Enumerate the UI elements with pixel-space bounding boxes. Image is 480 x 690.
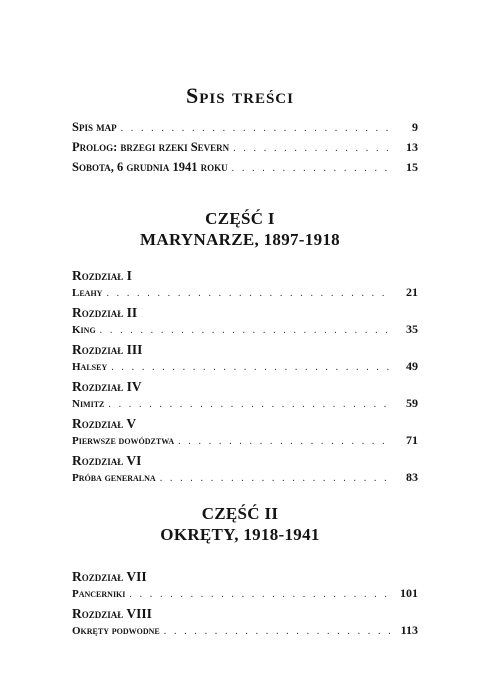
chapter-label: Rozdział V [72,416,137,431]
part-number: CZĘŚĆ II [201,504,279,523]
page-title: Spis treści [186,83,294,108]
chapter-label: Rozdział VIII [72,606,152,621]
toc-entry-leahy[interactable] [72,284,418,300]
chapter-label: Rozdział VII [72,569,147,584]
part-name: MARYNARZE, 1897-1918 [140,230,340,249]
entry-page-number: 83 [406,470,418,484]
part-heading-2 [0,503,480,545]
entry-title: Halsey [72,361,108,373]
dot-leader [233,141,390,157]
entry-title: Prolog: brzegi rzeki Severn [72,140,230,154]
entry-page-number: 13 [406,140,418,154]
entry-page-number: 59 [406,396,418,410]
entry-title: Próba generalna [72,472,156,484]
entry-title: Sobota, 6 grudnia 1941 roku [72,160,228,174]
dot-leader [121,121,390,137]
dot-leader [108,397,390,413]
toc-entry-okrety-podwodne[interactable] [72,622,418,638]
part-number: CZĘŚĆ I [205,209,275,228]
dot-leader [178,434,390,450]
entry-title: King [72,324,96,336]
dot-leader [100,323,390,339]
chapter-label: Rozdział II [72,305,138,320]
chapter-label: Rozdział VI [72,453,142,468]
dot-leader [129,587,390,603]
dot-leader [111,360,390,376]
dot-leader [164,624,390,640]
entry-title: Pancerniki [72,588,126,600]
entry-title: Spis map [72,120,117,134]
toc-entry-prolog[interactable] [72,139,418,155]
toc-entry-halsey[interactable] [72,358,418,374]
dot-leader [160,471,390,487]
dot-leader [232,161,390,177]
entry-title: Pierwsze dowództwa [72,435,175,447]
entry-page-number: 49 [406,359,418,373]
entry-page-number: 15 [406,160,418,174]
toc-entry-nimitz[interactable] [72,395,418,411]
part-name: OKRĘTY, 1918-1941 [160,525,320,544]
entry-page-number: 71 [406,433,418,447]
entry-page-number: 113 [400,623,418,637]
entry-page-number: 35 [406,322,418,336]
entry-page-number: 101 [400,586,418,600]
chapter-label: Rozdział I [72,268,132,283]
entry-title: Leahy [72,287,103,299]
chapter-label: Rozdział IV [72,379,142,394]
entry-title: Nimitz [72,398,105,410]
toc-entry-pierwsze-dowodztwa[interactable] [72,432,418,448]
part-heading-1 [0,208,480,250]
entry-page-number: 9 [412,120,418,134]
entry-page-number: 21 [406,285,418,299]
toc-entry-pancerniki[interactable] [72,585,418,601]
chapter-label: Rozdział III [72,342,143,357]
entry-title: Okręty podwodne [72,625,160,637]
toc-entry-proba-generalna[interactable] [72,469,418,485]
toc-entry-spis-map[interactable] [72,119,418,135]
toc-entry-king[interactable] [72,321,418,337]
toc-entry-sobota[interactable] [72,159,418,175]
dot-leader [106,286,390,302]
